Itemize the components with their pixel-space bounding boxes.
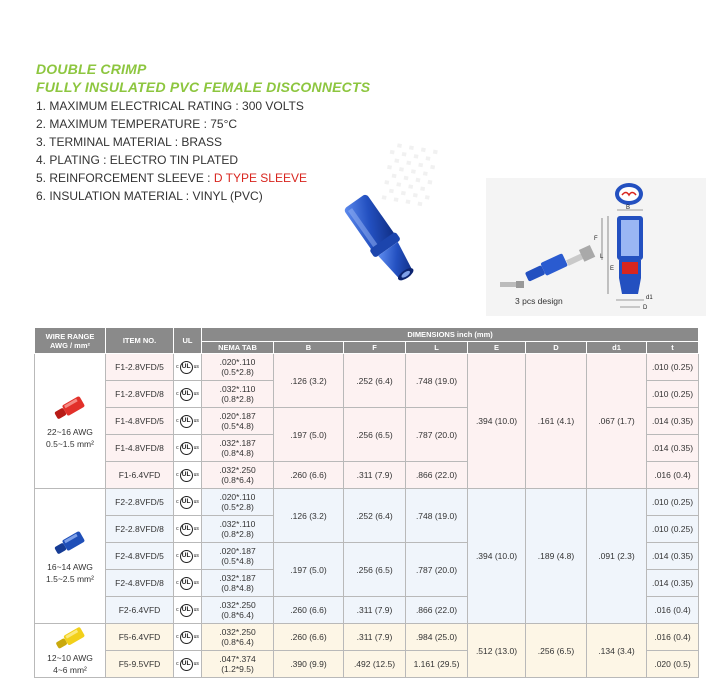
dim-label-d: D <box>643 305 648 311</box>
wire-range-cell <box>35 489 106 624</box>
header-item-no: ITEM NO. <box>106 328 174 354</box>
header-f: F <box>344 342 406 354</box>
ul-mark: c UL us <box>174 408 202 435</box>
dim-t: .014 (0.35) <box>647 408 699 435</box>
item-no: F1-6.4VFD <box>106 462 174 489</box>
dim-d: .189 (4.8) <box>526 489 587 624</box>
item-no: F1-4.8VFD/8 <box>106 435 174 462</box>
header-dimensions: DIMENSIONS inch (mm) <box>202 328 699 342</box>
dim-l: .787 (20.0) <box>406 543 468 597</box>
nema-tab: .020*.110 (0.5*2.8) <box>202 354 274 381</box>
blue-terminal-icon <box>50 528 90 558</box>
nema-tab: .032*.110 (0.8*2.8) <box>202 516 274 543</box>
dim-b: .197 (5.0) <box>274 543 344 597</box>
dim-l: 1.161 (29.5) <box>406 651 468 678</box>
header-t: t <box>647 342 699 354</box>
ul-mark: c UL us <box>174 516 202 543</box>
header <box>36 60 370 96</box>
dim-d1: .091 (2.3) <box>587 489 647 624</box>
wire-awg: 16~14 AWG <box>47 562 93 572</box>
header-l: L <box>406 342 468 354</box>
dim-b: .126 (3.2) <box>274 489 344 543</box>
item-no: F2-2.8VFD/5 <box>106 489 174 516</box>
header-d: D <box>526 342 587 354</box>
table-row <box>35 489 699 516</box>
ul-mark: c UL us <box>174 543 202 570</box>
dim-label-b: B <box>626 205 631 211</box>
item-no: F2-2.8VFD/8 <box>106 516 174 543</box>
dim-f: .252 (6.4) <box>344 489 406 543</box>
dim-b: .126 (3.2) <box>274 354 344 408</box>
item-no: F5-9.5VFD <box>106 651 174 678</box>
header-b: B <box>274 342 344 354</box>
dim-b: .197 (5.0) <box>274 408 344 462</box>
dim-f: .252 (6.4) <box>344 354 406 408</box>
dim-f: .311 (7.9) <box>344 462 406 489</box>
nema-tab: .032*.187 (0.8*4.8) <box>202 570 274 597</box>
item-no: F1-4.8VFD/5 <box>106 408 174 435</box>
nema-tab: .032*.250 (0.8*6.4) <box>202 624 274 651</box>
dim-l: .748 (19.0) <box>406 354 468 408</box>
header-nema-tab: NEMA TAB <box>202 342 274 354</box>
dim-l: .866 (22.0) <box>406 597 468 624</box>
wire-mm: 1.5~2.5 mm² <box>46 574 94 584</box>
header-d1: d1 <box>587 342 647 354</box>
dim-t: .020 (0.5) <box>647 651 699 678</box>
item-no: F2-4.8VFD/8 <box>106 570 174 597</box>
dim-t: .016 (0.4) <box>647 597 699 624</box>
dim-t: .016 (0.4) <box>647 462 699 489</box>
ul-mark: c UL us <box>174 489 202 516</box>
ul-mark: c UL us <box>174 435 202 462</box>
wire-mm: 0.5~1.5 mm² <box>46 439 94 449</box>
ul-mark: c UL us <box>174 651 202 678</box>
dim-e: .512 (13.0) <box>468 624 526 678</box>
dim-l: .748 (19.0) <box>406 489 468 543</box>
spec-item: 5. REINFORCEMENT SLEEVE : D TYPE SLEEVE <box>36 171 307 185</box>
wire-range-cell <box>35 624 106 678</box>
nema-tab: .020*.187 (0.5*4.8) <box>202 543 274 570</box>
dim-label-d1: d1 <box>646 295 653 301</box>
end-view-icon <box>615 183 643 205</box>
dim-f: .311 (7.9) <box>344 597 406 624</box>
spec-item: 1. MAXIMUM ELECTRICAL RATING : 300 VOLTS <box>36 99 304 113</box>
dim-f: .256 (6.5) <box>344 543 406 597</box>
nema-tab: .032*.250 (0.8*6.4) <box>202 462 274 489</box>
spec-item: 3. TERMINAL MATERIAL : BRASS <box>36 135 223 149</box>
dim-b: .390 (9.9) <box>274 651 344 678</box>
nema-tab: .020*.187 (0.5*4.8) <box>202 408 274 435</box>
red-terminal-icon <box>50 393 90 423</box>
item-no: F2-4.8VFD/5 <box>106 543 174 570</box>
dim-t: .016 (0.4) <box>647 624 699 651</box>
dim-f: .256 (6.5) <box>344 408 406 462</box>
item-no: F2-6.4VFD <box>106 597 174 624</box>
dim-l: .866 (22.0) <box>406 462 468 489</box>
side-section-icon <box>602 210 644 307</box>
spec-item: 2. MAXIMUM TEMPERATURE : 75°C <box>36 117 238 131</box>
dim-t: .014 (0.35) <box>647 570 699 597</box>
dim-d: .256 (6.5) <box>526 624 587 678</box>
ul-mark: c UL us <box>174 624 202 651</box>
dim-t: .010 (0.25) <box>647 489 699 516</box>
dim-t: .010 (0.25) <box>647 381 699 408</box>
dim-t: .014 (0.35) <box>647 435 699 462</box>
spec-list <box>36 97 307 205</box>
spec-item: 6. INSULATION MATERIAL : VINYL (PVC) <box>36 189 263 203</box>
image-caption: 3 pcs design <box>515 296 563 306</box>
item-no: F1-2.8VFD/5 <box>106 354 174 381</box>
dim-d1: .134 (3.4) <box>587 624 647 678</box>
spec-item: 4. PLATING : ELECTRO TIN PLATED <box>36 153 239 167</box>
dim-label-f: F <box>594 236 598 242</box>
watermark: ░░ <box>382 138 439 208</box>
nema-tab: .032*.250 (0.8*6.4) <box>202 597 274 624</box>
ul-mark: c UL us <box>174 570 202 597</box>
dim-t: .014 (0.35) <box>647 543 699 570</box>
exploded-parts-icon <box>500 245 595 288</box>
header-wire-range: WIRE RANGE AWG / mm² <box>35 328 106 354</box>
nema-tab: .020*.110 (0.5*2.8) <box>202 489 274 516</box>
wire-awg: 22~16 AWG <box>47 427 93 437</box>
dim-e: .394 (10.0) <box>468 354 526 489</box>
dim-t: .010 (0.25) <box>647 516 699 543</box>
ul-mark: c UL us <box>174 381 202 408</box>
dim-f: .311 (7.9) <box>344 624 406 651</box>
dim-b: .260 (6.6) <box>274 624 344 651</box>
spec-table <box>34 327 699 678</box>
ul-mark: c UL us <box>174 354 202 381</box>
header-e: E <box>468 342 526 354</box>
header-ul: UL <box>174 328 202 354</box>
ul-mark: c UL us <box>174 597 202 624</box>
dim-t: .010 (0.25) <box>647 354 699 381</box>
wire-mm: 4~6 mm² <box>53 664 87 675</box>
nema-tab: .032*.110 (0.8*2.8) <box>202 381 274 408</box>
dim-label-e: E <box>610 266 615 272</box>
dim-d1: .067 (1.7) <box>587 354 647 489</box>
wire-awg: 12~10 AWG <box>47 652 93 663</box>
table-row <box>35 354 699 381</box>
product-image-blue-terminal <box>330 186 430 296</box>
ul-mark: c UL us <box>174 462 202 489</box>
item-no: F5-6.4VFD <box>106 624 174 651</box>
dim-l: .787 (20.0) <box>406 408 468 462</box>
title-line-2: FULLY INSULATED PVC FEMALE DISCONNECTS <box>36 79 371 95</box>
wire-range-cell <box>35 354 106 489</box>
title-line-1: DOUBLE CRIMP <box>36 61 147 77</box>
table-row <box>35 624 699 651</box>
nema-tab: .032*.187 (0.8*4.8) <box>202 435 274 462</box>
dim-l: .984 (25.0) <box>406 624 468 651</box>
dim-b: .260 (6.6) <box>274 462 344 489</box>
dim-f: .492 (12.5) <box>344 651 406 678</box>
yellow-terminal-icon <box>52 627 88 649</box>
dim-b: .260 (6.6) <box>274 597 344 624</box>
dim-d: .161 (4.1) <box>526 354 587 489</box>
nema-tab: .047*.374 (1.2*9.5) <box>202 651 274 678</box>
dim-label-l: L <box>600 254 604 260</box>
item-no: F1-2.8VFD/8 <box>106 381 174 408</box>
dim-e: .394 (10.0) <box>468 489 526 624</box>
